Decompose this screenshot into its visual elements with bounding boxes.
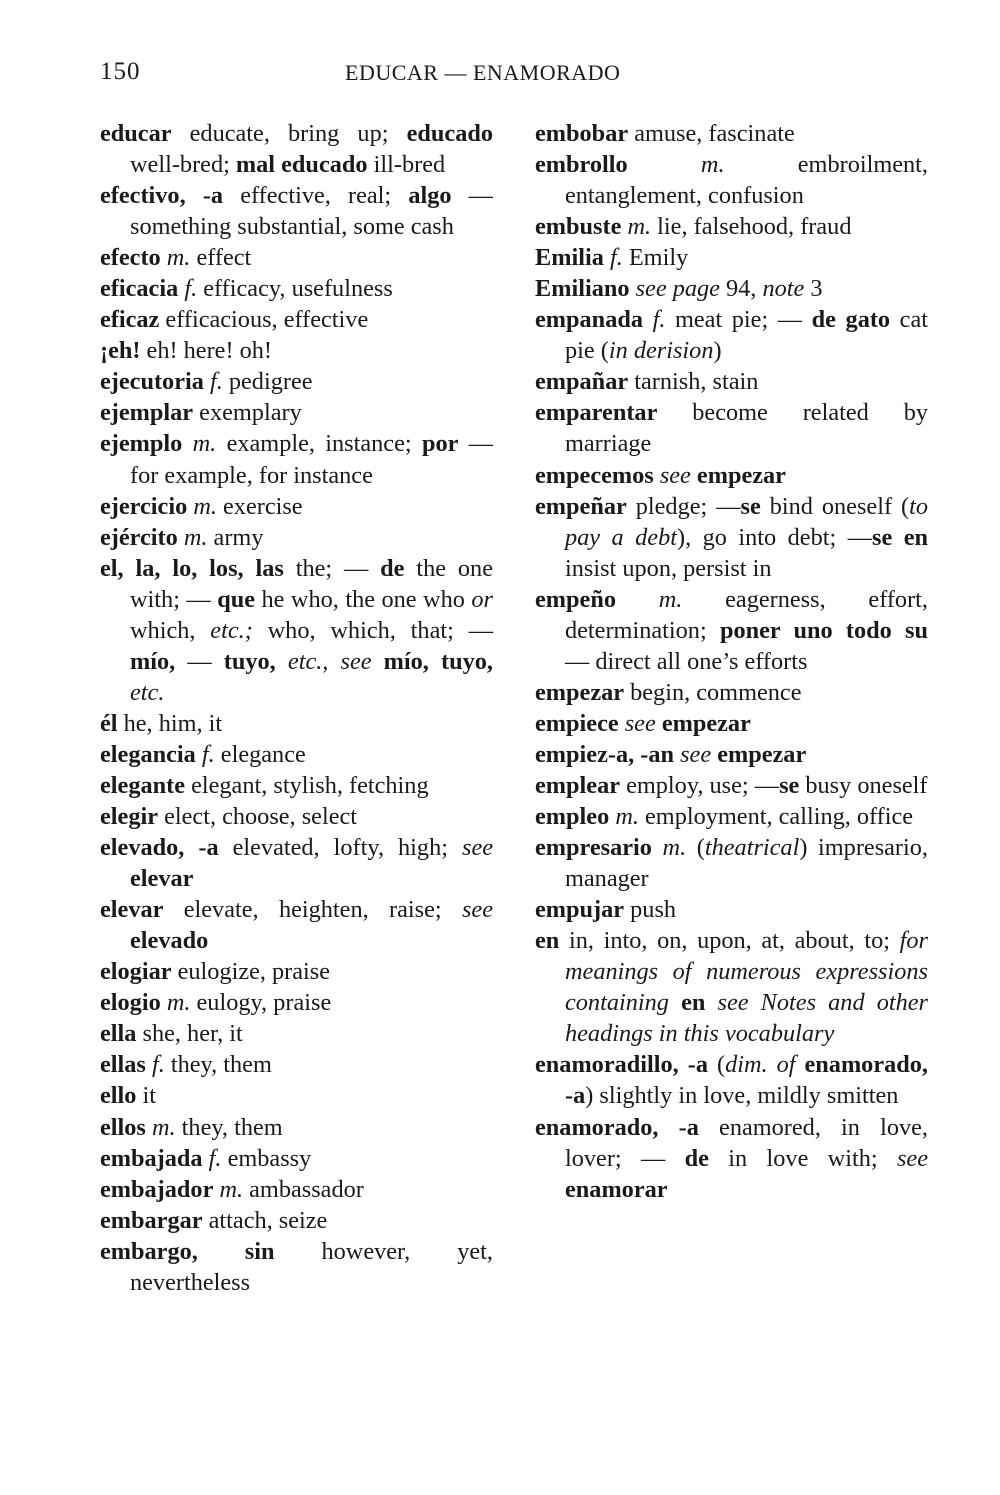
dictionary-entry: ejemplo m. example, instance; por — for example, for instance	[100, 430, 494, 489]
dictionary-entry: embuste m. lie, falsehood, fraud	[535, 213, 852, 241]
dictionary-entry: emparentar become related by marriage	[535, 399, 928, 458]
dictionary-entry: en in, into, on, upon, at, about, to; for meanings of numerous expressions containing en see Notes and other headings in this vocabulary	[535, 927, 929, 1048]
dictionary-entry: empeñar pledge; —se bind oneself (to pay a debt), go into debt; —se en insist upon, persist in	[535, 492, 928, 582]
dictionary-entry: embargar attach, seize	[100, 1206, 328, 1234]
dictionary-entry: ellos m. they, them	[100, 1113, 283, 1141]
dictionary-entry: emplear employ, use; —se busy oneself	[535, 771, 928, 799]
dictionary-entry: ejecutoria f. pedigree	[100, 368, 313, 396]
dictionary-entry: elogio m. eulogy, praise	[100, 989, 332, 1017]
dictionary-entry: ellas f. they, them	[100, 1051, 272, 1079]
dictionary-entry: el, la, lo, los, las the; — de the one with; — que he who, the one who or which, etc.; who, which, that; — mío, — tuyo, etc., see mío, tuyo, etc.	[100, 554, 493, 706]
dictionary-entry: empecemos see empezar	[535, 461, 786, 489]
dictionary-entry: empiece see empezar	[535, 709, 751, 737]
dictionary-entry: elevar elevate, heighten, raise; see elevado	[100, 896, 493, 955]
dictionary-entry: embajada f. embassy	[100, 1144, 312, 1172]
dictionary-entry: empeño m. eagerness, effort, determination; poner uno todo su — direct all one’s efforts	[535, 585, 928, 675]
dictionary-entry: embrollo m. embroilment, entanglement, confusion	[535, 151, 928, 210]
dictionary-entry: ¡eh! eh! here! oh!	[100, 337, 273, 365]
dictionary-entry: efecto m. effect	[100, 244, 252, 272]
dictionary-entry: eficacia f. efficacy, usefulness	[100, 275, 393, 303]
dictionary-entry: eficaz efficacious, effective	[100, 306, 369, 334]
page-header	[0, 58, 1000, 92]
dictionary-entry: empiez-a, -an see empezar	[535, 740, 807, 768]
dictionary-entry: educar educate, bring up; educado well-bred; mal educado ill-bred	[100, 120, 493, 179]
dictionary-entry: elegir elect, choose, select	[100, 803, 358, 831]
dictionary-entry: embobar amuse, fascinate	[535, 120, 795, 147]
dictionary-entry: él he, him, it	[100, 709, 223, 737]
dictionary-entry: elogiar eulogize, praise	[100, 958, 331, 986]
dictionary-entry: elevado, -a elevated, lofty, high; see elevar	[100, 834, 494, 893]
dictionary-entry: ejemplar exemplary	[100, 399, 302, 427]
dictionary-entry: empujar push	[535, 896, 677, 924]
dictionary-entry: enamorado, -a enamored, in love, lover; — de in love with; see enamorar	[535, 1113, 928, 1203]
dictionary-entry: elegante elegant, stylish, fetching	[100, 771, 429, 799]
dictionary-entry: empresario m. (theatrical) impresario, manager	[535, 834, 928, 893]
dictionary-entry: ejercicio m. exercise	[100, 492, 303, 520]
dictionary-entry: empezar begin, commence	[535, 678, 802, 706]
left-column	[100, 118, 493, 1298]
dictionary-entry: Emilia f. Emily	[535, 244, 689, 272]
dictionary-entry: embargo, sin however, yet, nevertheless	[100, 1237, 493, 1296]
dictionary-entry: enamoradillo, -a (dim. of enamorado, -a) slightly in love, mildly smitten	[535, 1051, 929, 1110]
running-head: EDUCAR — ENAMORADO	[345, 60, 621, 85]
right-column	[535, 118, 928, 1205]
dictionary-entry: efectivo, -a effective, real; algo — something substantial, some cash	[100, 182, 493, 241]
dictionary-entry: empleo m. employment, calling, office	[535, 803, 914, 831]
dictionary-entry: ejército m. army	[100, 523, 264, 551]
dictionary-entry: ella she, her, it	[100, 1020, 243, 1048]
dictionary-entry: Emiliano see page 94, note 3	[535, 275, 823, 303]
page-number: 150	[100, 58, 141, 85]
dictionary-entry: elegancia f. elegance	[100, 740, 306, 768]
dictionary-entry: empanada f. meat pie; — de gato cat pie (in derision)	[535, 306, 928, 365]
dictionary-entry: embajador m. ambassador	[100, 1175, 364, 1203]
dictionary-entry: ello it	[100, 1082, 157, 1110]
dictionary-entry: empañar tarnish, stain	[535, 368, 759, 396]
